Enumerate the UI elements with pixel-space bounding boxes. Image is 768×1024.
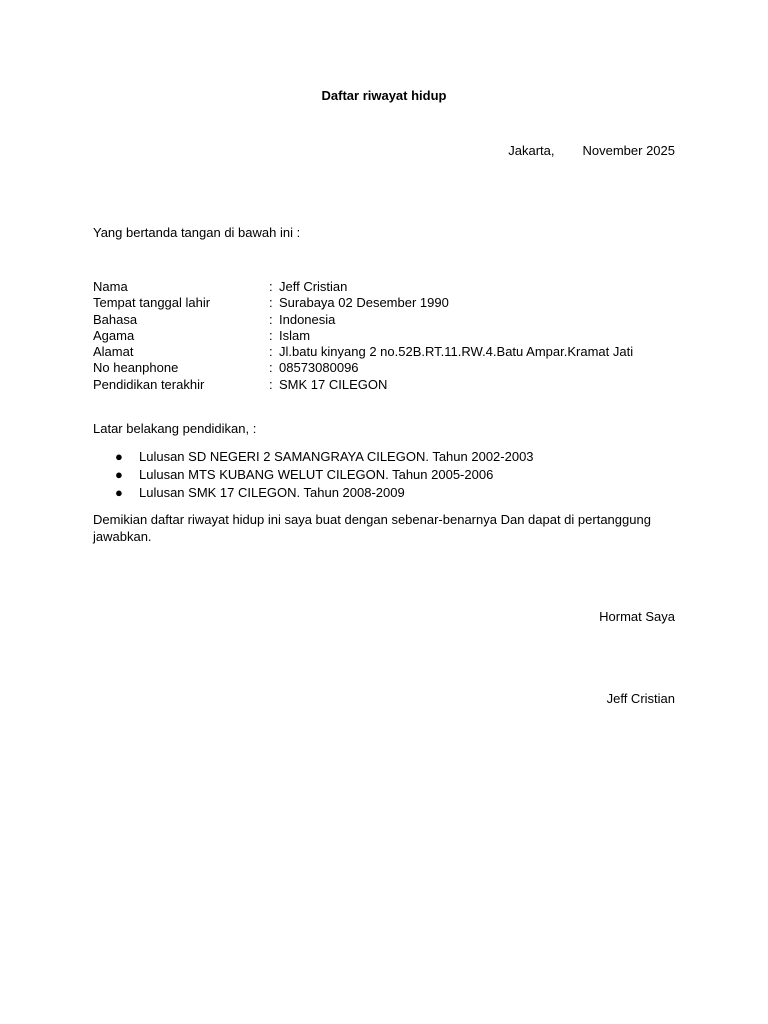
info-row-address (93, 344, 633, 360)
info-row-religion (93, 328, 633, 344)
info-row-education (93, 377, 633, 393)
info-value: Indonesia (279, 311, 336, 327)
info-label: No heanphone (93, 360, 179, 376)
date-line (508, 143, 675, 158)
info-value: SMK 17 CILEGON (279, 376, 388, 392)
education-heading: Latar belakang pendidikan, : (93, 421, 257, 436)
info-label: Bahasa (93, 311, 138, 327)
info-label: Tempat tanggal lahir (93, 295, 211, 311)
regards-text: Hormat Saya (599, 609, 675, 624)
info-label: Agama (93, 327, 135, 343)
personal-info-table (93, 279, 633, 393)
info-label: Pendidikan terakhir (93, 376, 205, 392)
info-row-name (93, 279, 633, 295)
info-colon: : (269, 344, 273, 360)
info-colon: : (269, 360, 273, 376)
info-value: Jeff Cristian (279, 279, 348, 294)
bullet-icon: ● (115, 467, 123, 482)
closing-statement: Demikian daftar riwayat hidup ini saya buat dengan sebenar-benarnya Dan dapat di pertanggung jawabkan. (93, 512, 651, 544)
info-row-phone (93, 360, 633, 376)
info-value: 08573080096 (279, 360, 359, 376)
info-colon: : (269, 327, 273, 343)
list-item (93, 466, 534, 484)
education-list (93, 448, 534, 502)
info-colon: : (269, 376, 273, 392)
bullet-icon: ● (115, 485, 123, 500)
info-value: Islam (279, 327, 311, 343)
date-city: Jakarta, (508, 143, 555, 158)
info-row-language (93, 312, 633, 328)
info-row-birth (93, 295, 633, 311)
info-value: Surabaya 02 Desember 1990 (279, 295, 449, 311)
list-item (93, 484, 534, 502)
document-title: Daftar riwayat hidup (321, 88, 447, 103)
info-label: Nama (93, 279, 128, 294)
education-entry: Lulusan SD NEGERI 2 SAMANGRAYA CILEGON. Tahun 2002-2003 (139, 449, 534, 464)
info-colon: : (269, 311, 273, 327)
list-item (93, 448, 534, 466)
info-colon: : (269, 279, 273, 294)
signature-name: Jeff Cristian (606, 691, 675, 706)
info-value: Jl.batu kinyang 2 no.52B.RT.11.RW.4.Batu Ampar.Kramat Jati (279, 344, 634, 360)
education-entry: Lulusan SMK 17 CILEGON. Tahun 2008-2009 (139, 485, 405, 500)
bullet-icon: ● (115, 449, 123, 464)
info-label: Alamat (93, 344, 134, 360)
education-entry: Lulusan MTS KUBANG WELUT CILEGON. Tahun 2005-2006 (139, 467, 494, 482)
info-colon: : (269, 295, 273, 311)
date-value: November 2025 (582, 143, 675, 158)
intro-text: Yang bertanda tangan di bawah ini : (93, 225, 301, 240)
